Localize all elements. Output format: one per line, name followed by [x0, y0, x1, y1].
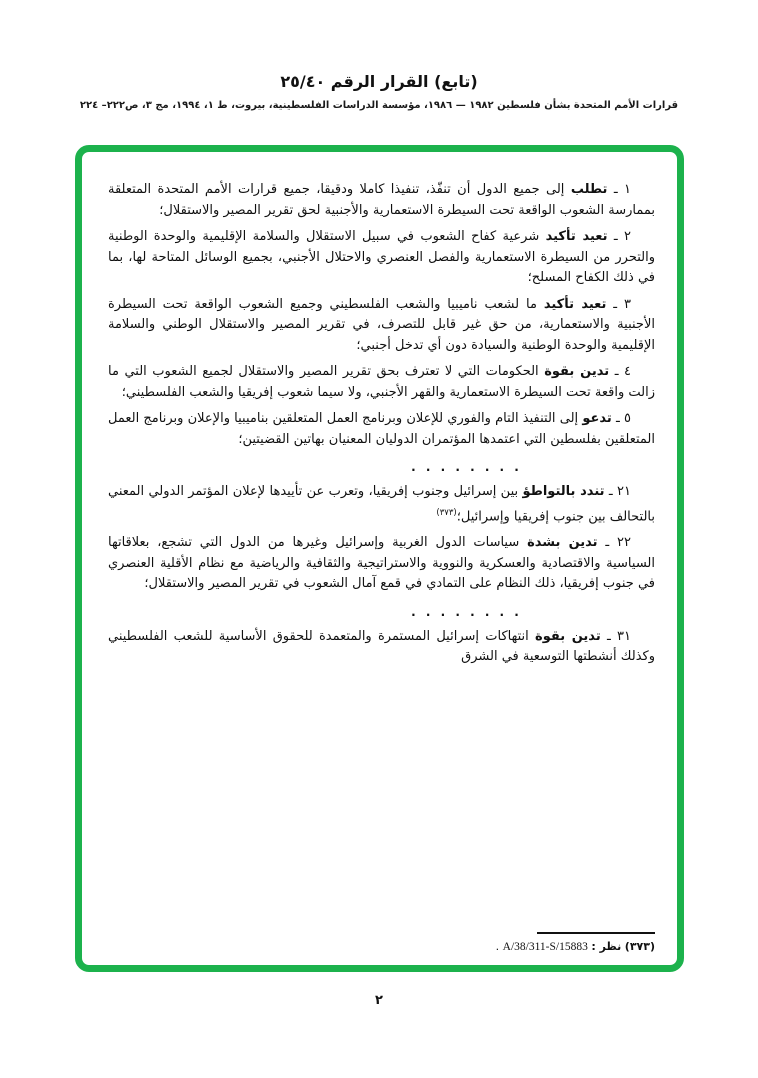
resolution-paragraph-22 — [108, 533, 655, 595]
footnote-block — [108, 932, 655, 953]
footnote-divider — [537, 932, 655, 934]
resolution-frame — [75, 145, 684, 972]
footnote-marker-sup: (٣٧٣) — [436, 507, 457, 518]
paragraph-lead: تطلب — [570, 182, 608, 197]
paragraph-number: ١ ـ — [613, 182, 632, 197]
paragraph-text: ما لشعب ناميبيا والشعب الفلسطيني وجميع الشعوب الواقعة تحت السيطرة الأجنبية والاستعمارية، من حق غير قابل للتصرف، في تقرير المصير والاستقلال الوطني والسلامة الإقليمية والوحدة الوطنية والسيادة دون أي تدخل أجنبي؛ — [108, 296, 655, 353]
page-title: (تابع) القرار الرقم ٢٥/٤٠ — [280, 72, 478, 91]
footnote — [108, 940, 655, 953]
paragraph-text: بين إسرائيل وجنوب إفريقيا، وتعرب عن تأييدها لإعلان المؤتمر الدولي المعني بالتحالف بين جنوب إفريقيا وإسرائيل؛ — [108, 484, 655, 524]
page-number: ٢ — [375, 993, 383, 1008]
resolution-body — [82, 152, 677, 965]
source-citation: قرارات الأمم المتحدة بشأن فلسطين ١٩٨٢ — ١٩٨٦، مؤسسة الدراسات الفلسطينية، بيروت، ط ١، ١٩٩٤، مج ٣، ص٢٢٢– ٢٢٤ — [79, 100, 679, 111]
resolution-paragraph-21 — [108, 482, 655, 527]
paragraph-lead: تعيد تأكيد — [543, 296, 607, 312]
resolution-paragraph-5 — [108, 409, 655, 450]
paragraph-number: ٣١ ـ — [606, 628, 631, 644]
paragraph-number: ٢٢ ـ — [605, 535, 631, 551]
paragraph-number: ٣ ـ — [613, 296, 632, 312]
footnote-document-ref: A/38/311-S/15883 — [502, 941, 588, 953]
paragraph-lead: تدين بقوة — [544, 364, 610, 379]
paragraph-text: إلى التنفيذ التام والفوري للإعلان وبرنامج العمل المتعلقين بناميبيا والإعلان وبرنامج العمل المتعلقين بفلسطين التي اعتمدها المؤتمران الدوليان المعنيان بهاتين القضيتين؛ — [108, 411, 655, 447]
footnote-label: نظر : — [591, 940, 622, 953]
paragraph-number: ٢ ـ — [613, 229, 631, 244]
paragraph-lead: تندد بالتواطؤ — [522, 484, 605, 499]
paragraph-lead: تعيد تأكيد — [545, 229, 608, 244]
document-header — [0, 72, 758, 111]
dots-separator: . . . . . . . . — [411, 604, 522, 619]
resolution-paragraph-2 — [108, 227, 655, 289]
paragraph-lead: تدين بقوة — [535, 628, 601, 644]
resolution-paragraph-31 — [108, 627, 655, 668]
paragraph-text: إلى جميع الدول أن تنفّذ، تنفيذا كاملا ودقيقا، جميع قرارات الأمم المتحدة المتعلقة بممارسة الشعوب الواقعة تحت السيطرة الاستعمارية والأجنبية لحق تقرير المصير والاستقلال؛ — [108, 182, 655, 218]
paragraph-lead: تدعو — [582, 411, 612, 426]
resolution-paragraph-3 — [108, 295, 655, 357]
paragraph-number: ٤ ـ — [614, 364, 631, 379]
paragraph-number: ٥ ـ — [615, 411, 631, 426]
paragraph-text: انتهاكات إسرائيل المستمرة والمتعمدة للحقوق الأساسية للشعب الفلسطيني وكذلك أنشطتها التوسعية في الشرق — [108, 628, 655, 665]
footnote-period: . — [495, 940, 500, 953]
paragraph-lead: تدين بشدة — [527, 535, 598, 551]
resolution-paragraph-1 — [108, 180, 655, 221]
paragraph-text: سياسات الدول الغربية وإسرائيل وغيرها من الدول التي تشجع، بعلاقاتها السياسية والاقتصادية والعسكرية والنووية والاستراتيجية والثقافية والرياضية مع نظام الأقلية العنصري في جنوب إفريقيا، ذلك النظام على التمادي في قمع آمال الشعوب في تقرير المصير والاستقلال؛ — [108, 535, 655, 592]
dots-separator: . . . . . . . . — [411, 460, 522, 474]
paragraph-number: ٢١ ـ — [608, 484, 631, 499]
footnote-marker: (٣٧٣) — [624, 940, 655, 953]
paragraph-text: الحكومات التي لا تعترف بحق تقرير المصير والاستقلال لجميع الشعوب التي ما زالت واقعة تحت السيطرة الاستعمارية والقهر الأجنبي، ولا سيما شعوب إفريقيا والشعب الفلسطيني؛ — [108, 364, 655, 400]
resolution-paragraph-4 — [108, 362, 655, 403]
paragraph-text: شرعية كفاح الشعوب في سبيل الاستقلال والسلامة الإقليمية والوحدة الوطنية والتحرر من السيطرة الاستعمارية والفصل العنصري والاحتلال الأجنبي، بجميع الوسائل المتاحة لها، بما في ذلك الكفاح المسلح؛ — [108, 229, 655, 285]
